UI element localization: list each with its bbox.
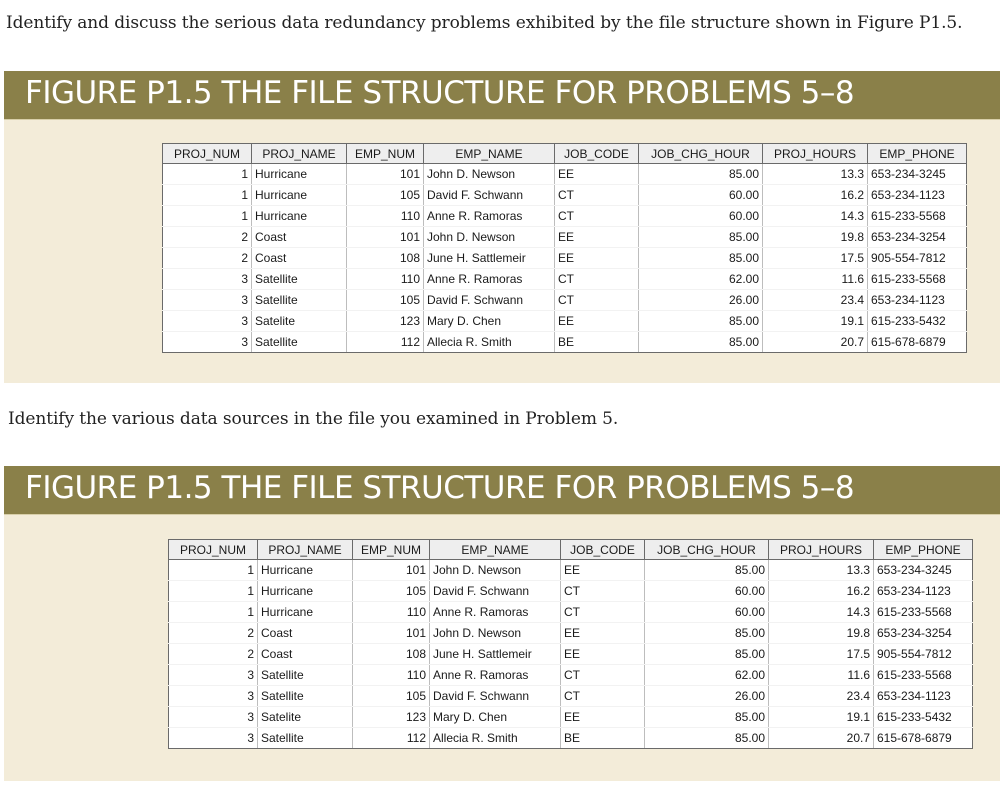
table-cell: 60.00 — [645, 581, 769, 602]
table-cell: 14.3 — [763, 206, 868, 227]
table-cell: 1 — [169, 602, 258, 623]
table-cell: 20.7 — [763, 332, 868, 353]
table-cell: CT — [555, 206, 639, 227]
column-header: PROJ_NUM — [169, 540, 258, 560]
column-header: EMP_NAME — [424, 144, 555, 164]
table-cell: BE — [555, 332, 639, 353]
table-cell: 13.3 — [763, 164, 868, 185]
table-cell: Mary D. Chen — [430, 707, 561, 728]
table-cell: Hurricane — [252, 185, 347, 206]
table-cell: 3 — [169, 707, 258, 728]
table-cell: John D. Newson — [424, 227, 555, 248]
table-cell: 14.3 — [769, 602, 874, 623]
table-cell: 615-678-6879 — [868, 332, 967, 353]
column-header: PROJ_NAME — [252, 144, 347, 164]
column-header: PROJ_NAME — [258, 540, 353, 560]
table-cell: 60.00 — [639, 185, 763, 206]
table-cell: 110 — [353, 602, 430, 623]
table-cell: 101 — [353, 623, 430, 644]
table-cell: 11.6 — [769, 665, 874, 686]
table-row — [163, 332, 967, 353]
table-cell: 905-554-7812 — [868, 248, 967, 269]
table-cell: 653-234-3245 — [868, 164, 967, 185]
table-cell: BE — [561, 728, 645, 749]
table-cell: Anne R. Ramoras — [430, 602, 561, 623]
table-cell: Satelite — [252, 311, 347, 332]
table-header-row — [163, 144, 967, 164]
table-cell: 110 — [353, 665, 430, 686]
table-row — [169, 560, 973, 581]
table-cell: 615-233-5568 — [868, 269, 967, 290]
table-cell: 85.00 — [639, 332, 763, 353]
table-cell: 20.7 — [769, 728, 874, 749]
column-header: PROJ_NUM — [163, 144, 252, 164]
figure-title: FIGURE P1.5 THE FILE STRUCTURE FOR PROBLEMS 5–8 — [25, 75, 855, 111]
column-header: EMP_NAME — [430, 540, 561, 560]
table-cell: Coast — [252, 248, 347, 269]
table-cell: Satellite — [252, 290, 347, 311]
table-cell: 108 — [353, 644, 430, 665]
table-row — [163, 185, 967, 206]
table-cell: 85.00 — [645, 623, 769, 644]
table-cell: 653-234-3254 — [874, 623, 973, 644]
table-cell: 85.00 — [639, 227, 763, 248]
column-header: JOB_CODE — [561, 540, 645, 560]
table-cell: 1 — [163, 185, 252, 206]
table-cell: 17.5 — [763, 248, 868, 269]
table-cell: EE — [561, 623, 645, 644]
table-cell: 16.2 — [769, 581, 874, 602]
table-row — [169, 623, 973, 644]
table-cell: 19.8 — [769, 623, 874, 644]
table-cell: 653-234-3245 — [874, 560, 973, 581]
table-cell: CT — [555, 269, 639, 290]
table-cell: EE — [555, 248, 639, 269]
table-cell: 905-554-7812 — [874, 644, 973, 665]
table-cell: Satellite — [258, 728, 353, 749]
table-cell: 1 — [169, 581, 258, 602]
table-cell: 615-233-5568 — [874, 602, 973, 623]
column-header: JOB_CODE — [555, 144, 639, 164]
table-cell: Satellite — [258, 665, 353, 686]
table-cell: 3 — [163, 332, 252, 353]
column-header: PROJ_HOURS — [769, 540, 874, 560]
table-cell: 653-234-1123 — [874, 581, 973, 602]
table-cell: 112 — [347, 332, 424, 353]
question-text-2: Identify the various data sources in the file you examined in Problem 5. — [8, 409, 619, 429]
table-cell: Anne R. Ramoras — [424, 269, 555, 290]
table-cell: 23.4 — [769, 686, 874, 707]
table-cell: 1 — [163, 206, 252, 227]
table-cell: CT — [555, 185, 639, 206]
table-cell: 16.2 — [763, 185, 868, 206]
table-cell: 3 — [163, 290, 252, 311]
table-row — [169, 644, 973, 665]
table-cell: 123 — [347, 311, 424, 332]
table-cell: 2 — [169, 644, 258, 665]
table-cell: 105 — [353, 581, 430, 602]
table-cell: 2 — [163, 248, 252, 269]
question-text-1: Identify and discuss the serious data redundancy problems exhibited by the file structure shown in Figure P1.5. — [6, 13, 963, 33]
table-cell: Hurricane — [258, 560, 353, 581]
figure-banner — [4, 71, 1000, 120]
table-cell: 85.00 — [645, 707, 769, 728]
table-cell: 1 — [163, 164, 252, 185]
table-cell: 85.00 — [639, 311, 763, 332]
table-row — [169, 602, 973, 623]
table-row — [163, 290, 967, 311]
figure-panel-2 — [4, 466, 1000, 781]
table-cell: 123 — [353, 707, 430, 728]
table-cell: Satelite — [258, 707, 353, 728]
table-cell: 85.00 — [639, 164, 763, 185]
table-cell: EE — [555, 311, 639, 332]
figure-banner — [4, 466, 1000, 515]
table-cell: Hurricane — [252, 206, 347, 227]
table-cell: 653-234-1123 — [868, 290, 967, 311]
table-cell: EE — [561, 644, 645, 665]
table-cell: CT — [561, 581, 645, 602]
table-cell: Coast — [258, 644, 353, 665]
table-row — [163, 227, 967, 248]
table-cell: John D. Newson — [424, 164, 555, 185]
table-cell: David F. Schwann — [424, 185, 555, 206]
column-header: EMP_PHONE — [874, 540, 973, 560]
table-cell: 26.00 — [639, 290, 763, 311]
table-cell: Hurricane — [258, 602, 353, 623]
column-header: PROJ_HOURS — [763, 144, 868, 164]
table-cell: Allecia R. Smith — [430, 728, 561, 749]
table-cell: 2 — [169, 623, 258, 644]
table-cell: Satellite — [258, 686, 353, 707]
table-cell: 105 — [347, 185, 424, 206]
table-row — [163, 248, 967, 269]
table-cell: EE — [561, 560, 645, 581]
table-row — [169, 686, 973, 707]
table-cell: 19.1 — [763, 311, 868, 332]
table-cell: 2 — [163, 227, 252, 248]
table-cell: 60.00 — [639, 206, 763, 227]
table-cell: CT — [561, 602, 645, 623]
table-cell: Hurricane — [252, 164, 347, 185]
table-cell: 3 — [169, 665, 258, 686]
table-row — [163, 164, 967, 185]
table-cell: Coast — [252, 227, 347, 248]
table-row — [163, 311, 967, 332]
column-header: JOB_CHG_HOUR — [639, 144, 763, 164]
table-row — [163, 206, 967, 227]
column-header: EMP_NUM — [353, 540, 430, 560]
table-cell: 3 — [169, 686, 258, 707]
table-cell: 105 — [353, 686, 430, 707]
table-cell: 105 — [347, 290, 424, 311]
table-cell: EE — [561, 707, 645, 728]
table-cell: 112 — [353, 728, 430, 749]
table-cell: 60.00 — [645, 602, 769, 623]
table-cell: 85.00 — [645, 728, 769, 749]
table-cell: 23.4 — [763, 290, 868, 311]
table-cell: 11.6 — [763, 269, 868, 290]
table-cell: Satellite — [252, 269, 347, 290]
table-cell: 615-233-5432 — [874, 707, 973, 728]
table-cell: 110 — [347, 206, 424, 227]
table-cell: Mary D. Chen — [424, 311, 555, 332]
table-cell: 1 — [169, 560, 258, 581]
table-cell: CT — [561, 686, 645, 707]
table-cell: David F. Schwann — [430, 686, 561, 707]
table-cell: Anne R. Ramoras — [430, 665, 561, 686]
column-header: JOB_CHG_HOUR — [645, 540, 769, 560]
table-cell: 653-234-1123 — [868, 185, 967, 206]
column-header: EMP_NUM — [347, 144, 424, 164]
table-row — [163, 269, 967, 290]
table-cell: 62.00 — [639, 269, 763, 290]
table-cell: 85.00 — [645, 644, 769, 665]
table-cell: 85.00 — [639, 248, 763, 269]
table-cell: 615-233-5568 — [868, 206, 967, 227]
table-cell: David F. Schwann — [424, 290, 555, 311]
table-cell: 101 — [347, 164, 424, 185]
table-row — [169, 707, 973, 728]
table-cell: 62.00 — [645, 665, 769, 686]
table-cell: John D. Newson — [430, 623, 561, 644]
table-cell: 85.00 — [645, 560, 769, 581]
table-cell: Coast — [258, 623, 353, 644]
table-cell: 653-234-1123 — [874, 686, 973, 707]
table-cell: 17.5 — [769, 644, 874, 665]
table-cell: Anne R. Ramoras — [424, 206, 555, 227]
table-row — [169, 728, 973, 749]
table-cell: EE — [555, 227, 639, 248]
table-cell: CT — [561, 665, 645, 686]
table-cell: 615-233-5568 — [874, 665, 973, 686]
table-cell: 3 — [163, 311, 252, 332]
table-cell: 615-233-5432 — [868, 311, 967, 332]
figure-title: FIGURE P1.5 THE FILE STRUCTURE FOR PROBLEMS 5–8 — [25, 470, 855, 506]
file-structure-table — [162, 143, 967, 353]
table-cell: 653-234-3254 — [868, 227, 967, 248]
figure-panel-1 — [4, 71, 1000, 383]
table-row — [169, 665, 973, 686]
table-cell: Satellite — [252, 332, 347, 353]
table-cell: John D. Newson — [430, 560, 561, 581]
table-cell: 19.1 — [769, 707, 874, 728]
table-cell: 108 — [347, 248, 424, 269]
table-cell: 13.3 — [769, 560, 874, 581]
table-cell: 110 — [347, 269, 424, 290]
table-cell: 19.8 — [763, 227, 868, 248]
table-cell: Hurricane — [258, 581, 353, 602]
table-row — [169, 581, 973, 602]
table-cell: EE — [555, 164, 639, 185]
table-cell: June H. Sattlemeir — [424, 248, 555, 269]
table-cell: 615-678-6879 — [874, 728, 973, 749]
table-cell: 101 — [347, 227, 424, 248]
table-cell: 26.00 — [645, 686, 769, 707]
column-header: EMP_PHONE — [868, 144, 967, 164]
file-structure-table — [168, 539, 973, 749]
table-cell: 101 — [353, 560, 430, 581]
table-header-row — [169, 540, 973, 560]
table-cell: 3 — [169, 728, 258, 749]
table-cell: CT — [555, 290, 639, 311]
table-cell: Allecia R. Smith — [424, 332, 555, 353]
table-cell: June H. Sattlemeir — [430, 644, 561, 665]
table-cell: David F. Schwann — [430, 581, 561, 602]
table-cell: 3 — [163, 269, 252, 290]
